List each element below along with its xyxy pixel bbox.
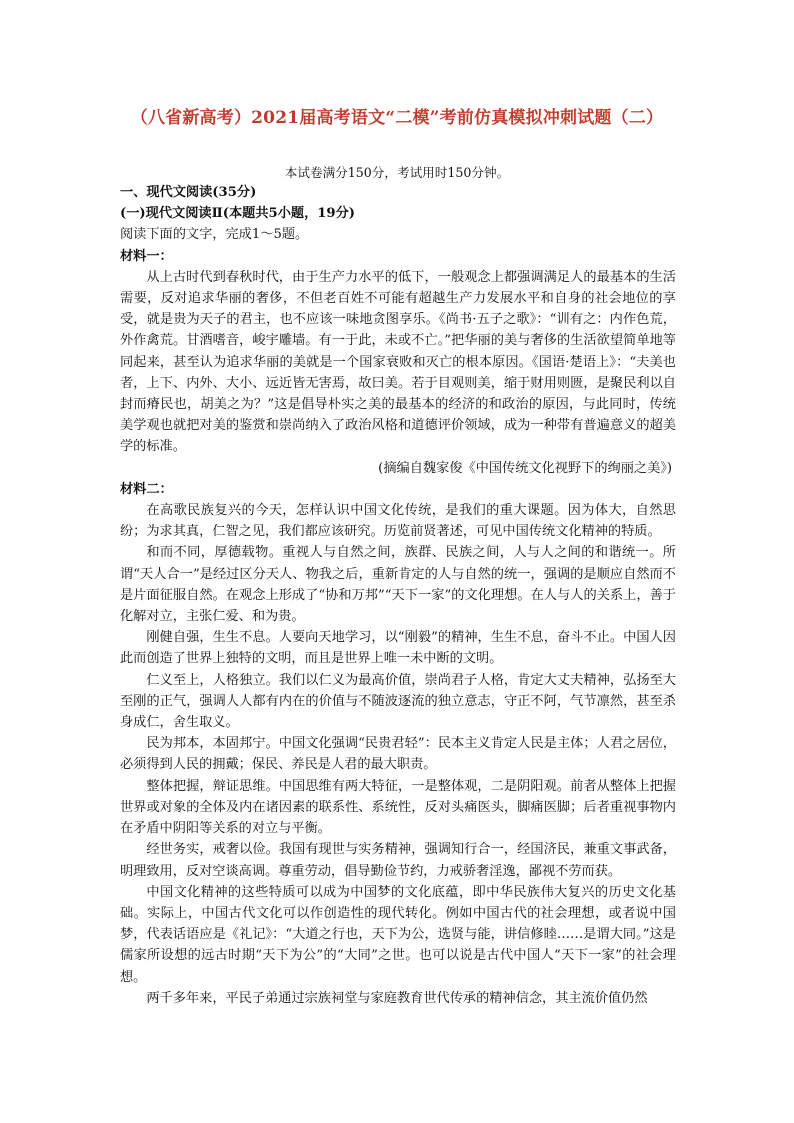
material-two-paragraph: 中国文化精神的这些特质可以成为中国梦的文化底蕴，即中华民族伟大复兴的历史文化基础。实际上，中国古代文化可以作创造性的现代转化。例如中国古代的社会理想，或者说中国梦，代表话语应是《礼记》：“大道之行也，天下为公，选贤与能，讲信修睦……是谓大同。”这是儒家所设想的远古时期“天下为公”的“大同”之世。也可以说是古代中国人“天下一家”的社会理想。 bbox=[120, 884, 676, 985]
instruction-text: 阅读下面的文字，完成1～5题。 bbox=[120, 227, 309, 243]
material-two-paragraph: 两千多年来，平民子弟通过宗族祠堂与家庭教育世代传承的精神信念，其主流价值仍然 bbox=[146, 990, 648, 1006]
material-one-source: (摘编自魏家俊《中国传统文化视野下的绚丽之美》) bbox=[378, 460, 672, 476]
material-one-label: 材料一： bbox=[120, 248, 173, 264]
material-two-paragraph: 仁义至上，人格独立。我们以仁义为最高价值，崇尚君子人格，肯定大丈夫精神，弘扬至大至刚的正气，强调人人都有内在的价值与不随波逐流的独立意志，守正不阿，气节凛然，甚至杀身成仁，舍生取义。 bbox=[120, 672, 676, 731]
material-two-label: 材料二： bbox=[120, 481, 173, 497]
material-two-paragraph: 民为邦本，本固邦宁。中国文化强调“民贵君轻”：民本主义肯定人民是主体；人君之居位，必须得到人民的拥戴；保民、养民是人君的最大职责。 bbox=[120, 736, 676, 773]
material-two-paragraph: 在高歌民族复兴的今天，怎样认识中国文化传统，是我们的重大课题。因为体大，自然思纷；为求其真，仁智之见，我们都应该研究。历览前贤著述，可见中国传统文化精神的特质。 bbox=[120, 503, 676, 540]
material-two-paragraph: 整体把握，辩证思维。中国思维有两大特征，一是整体观，二是阴阳观。前者从整体上把握世界或对象的全体及内在诸因素的联系性、系统性，反对头痛医头，脚痛医脚；后者重视事物内在矛盾中阴阳等关系的对立与平衡。 bbox=[120, 778, 676, 837]
material-one-paragraph: 从上古时代到春秋时代，由于生产力水平的低下，一般观念上都强调满足人的最基本的生活需要，反对追求华丽的奢侈，不但老百姓不可能有超越生产力发展水平和自身的社会地位的享受，就是贵为天子的君主，也不应该一味地贪图享乐。《尚书·五子之歌》：“训有之：内作色荒，外作禽荒。甘酒嗜音，峻宇雕墙。有一于此，未或不亡。”把华丽的美与奢侈的生活欲望简单地等同起来，甚至认为追求华丽的美就是一个国家衰败和灭亡的根本原因。《国语·楚语上》：“夫美也者，上下、内外、大小、远近皆无害焉，故曰美。若于目观则美，缩于财用则匮，是聚民利以自封而瘠民也，胡美之为？”这是倡导朴实之美的最基本的经济的和政治的原因，与此同时，传统美学观也就把对美的鉴赏和崇尚纳入了政治风格和道德评价领域，成为一种带有普遍意义的超美学的标准。 bbox=[120, 269, 676, 455]
material-two-paragraph: 刚健自强，生生不息。人要向天地学习，以“刚毅”的精神，生生不息，奋斗不止。中国人因此而创造了世界上独特的文明，而且是世界上唯一未中断的文明。 bbox=[120, 630, 676, 667]
document-title: （八省新高考）2021届高考语文“二模”考前仿真模拟冲刺试题（二） bbox=[130, 108, 664, 128]
document-body bbox=[120, 182, 676, 1009]
section-heading: 一、现代文阅读(35分) bbox=[120, 185, 257, 200]
subsection-heading: (一)现代文阅读Ⅱ(本题共5小题，19分) bbox=[120, 206, 356, 222]
material-two-paragraph: 和而不同，厚德载物。重视人与自然之间，族群、民族之间，人与人之间的和谐统一。所谓“天人合一”是经过区分天人、物我之后，重新肯定的人与自然的统一，强调的是顺应自然而不是片面征服自然。在观念上形成了“协和万邦”“天下一家”的文化理想。在人与人的关系上，善于化解对立，主张仁爱、和为贵。 bbox=[120, 545, 676, 625]
material-two-paragraph: 经世务实，戒奢以俭。我国有现世与实务精神，强调知行合一，经国济民，兼重文事武备，明理致用，反对空谈高调。尊重劳动，倡导勤俭节约，力戒骄奢淫逸，鄙视不劳而获。 bbox=[120, 842, 676, 879]
exam-info: 本试卷满分150分，考试用时150分钟。 bbox=[284, 165, 510, 180]
